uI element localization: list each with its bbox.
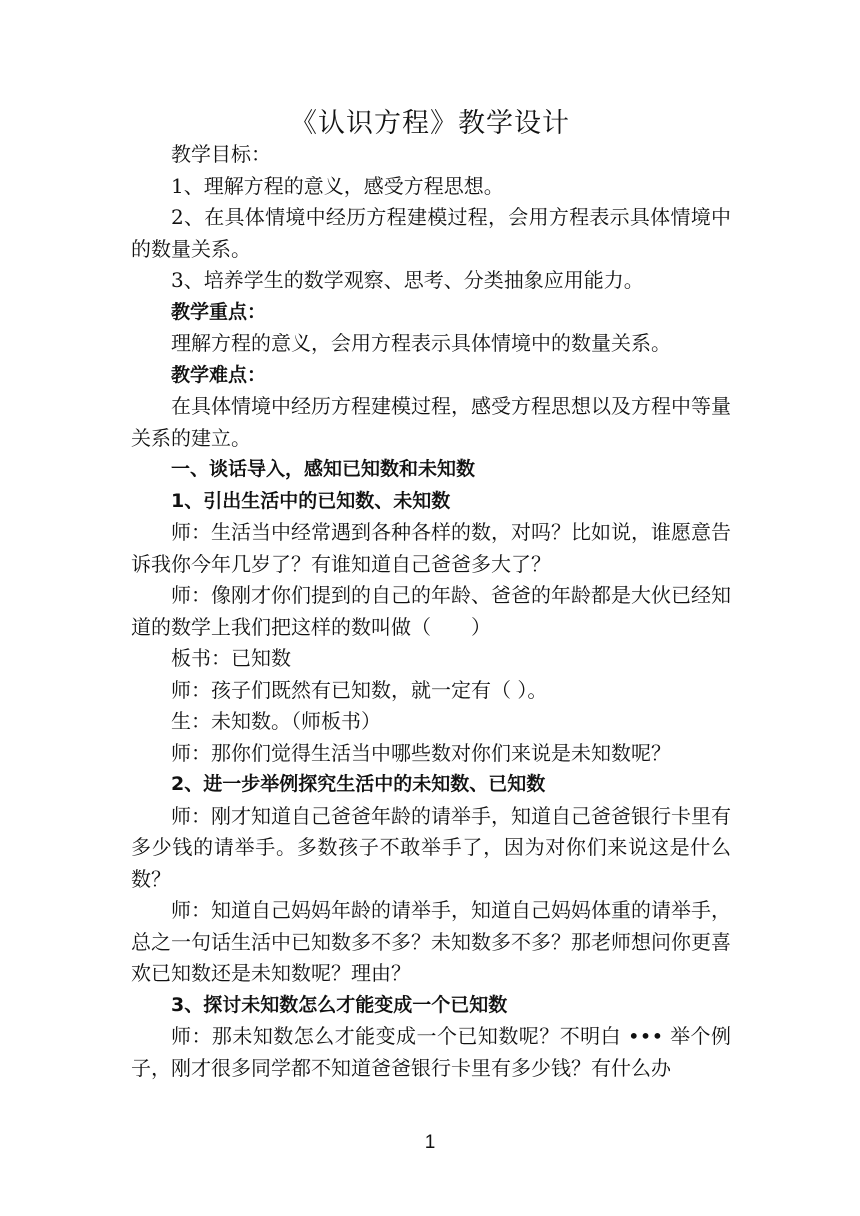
paragraph: 师：像刚才你们提到的自己的年龄、爸爸的年龄都是大伙已经知道的数学上我们把这样的数叫做（ ） [131, 583, 731, 639]
paragraph: 师：刚才知道自己爸爸年龄的请举手，知道自己爸爸银行卡里有多少钱的请举手。多数孩子不敢举手了，因为对你们来说这是什么数？ [131, 803, 731, 891]
paragraph: 教学目标： [171, 142, 271, 166]
paragraph: 师：生活当中经常遇到各种各样的数，对吗？比如说，谁愿意告诉我你今年几岁了？有谁知道自己爸爸多大了？ [131, 520, 731, 576]
section-heading: 教学难点： [171, 363, 267, 386]
paragraph: 师：孩子们既然有已知数，就一定有（ ）。 [171, 677, 548, 702]
paragraph: 师：那你们觉得生活当中哪些数对你们来说是未知数呢？ [171, 740, 671, 765]
paragraph: 1、理解方程的意义，感受方程思想。 [171, 173, 504, 198]
section-heading: 2、进一步举例探究生活中的未知数、已知数 [171, 773, 546, 795]
section-heading: 3、探讨未知数怎么才能变成一个已知数 [171, 993, 508, 1016]
document-body [131, 139, 731, 1084]
paragraph: 理解方程的意义，会用方程表示具体情境中的数量关系。 [171, 331, 671, 355]
section-heading: 一、谈话导入，感知已知数和未知数 [171, 458, 476, 480]
paragraph: 2、在具体情境中经历方程建模过程，会用方程表示具体情境中的数量关系。 [131, 205, 731, 261]
paragraph: 师：知道自己妈妈年龄的请举手，知道自己妈妈体重的请举手，总之一句话生活中已知数多不多？未知数多不多？那老师想问你更喜欢已知数还是未知数呢？理由？ [131, 898, 731, 985]
document-title: 《认识方程》教学设计 [290, 108, 570, 139]
paragraph: 3、培养学生的数学观察、思考、分类抽象应用能力。 [171, 268, 644, 292]
paragraph: 师：那未知数怎么才能变成一个已知数呢？不明白 ••• 举个例子，刚才很多同学都不知道爸爸银行卡里有多少钱？有什么办 [131, 1024, 731, 1080]
section-heading: 教学重点： [171, 300, 267, 323]
page-number: 1 [424, 1132, 436, 1153]
paragraph: 板书：已知数 [171, 646, 291, 670]
paragraph: 在具体情境中经历方程建模过程，感受方程思想以及方程中等量关系的建立。 [131, 394, 731, 450]
section-heading: 1、引出生活中的已知数、未知数 [171, 489, 451, 512]
paragraph: 生：未知数。（师板书） [171, 709, 381, 733]
